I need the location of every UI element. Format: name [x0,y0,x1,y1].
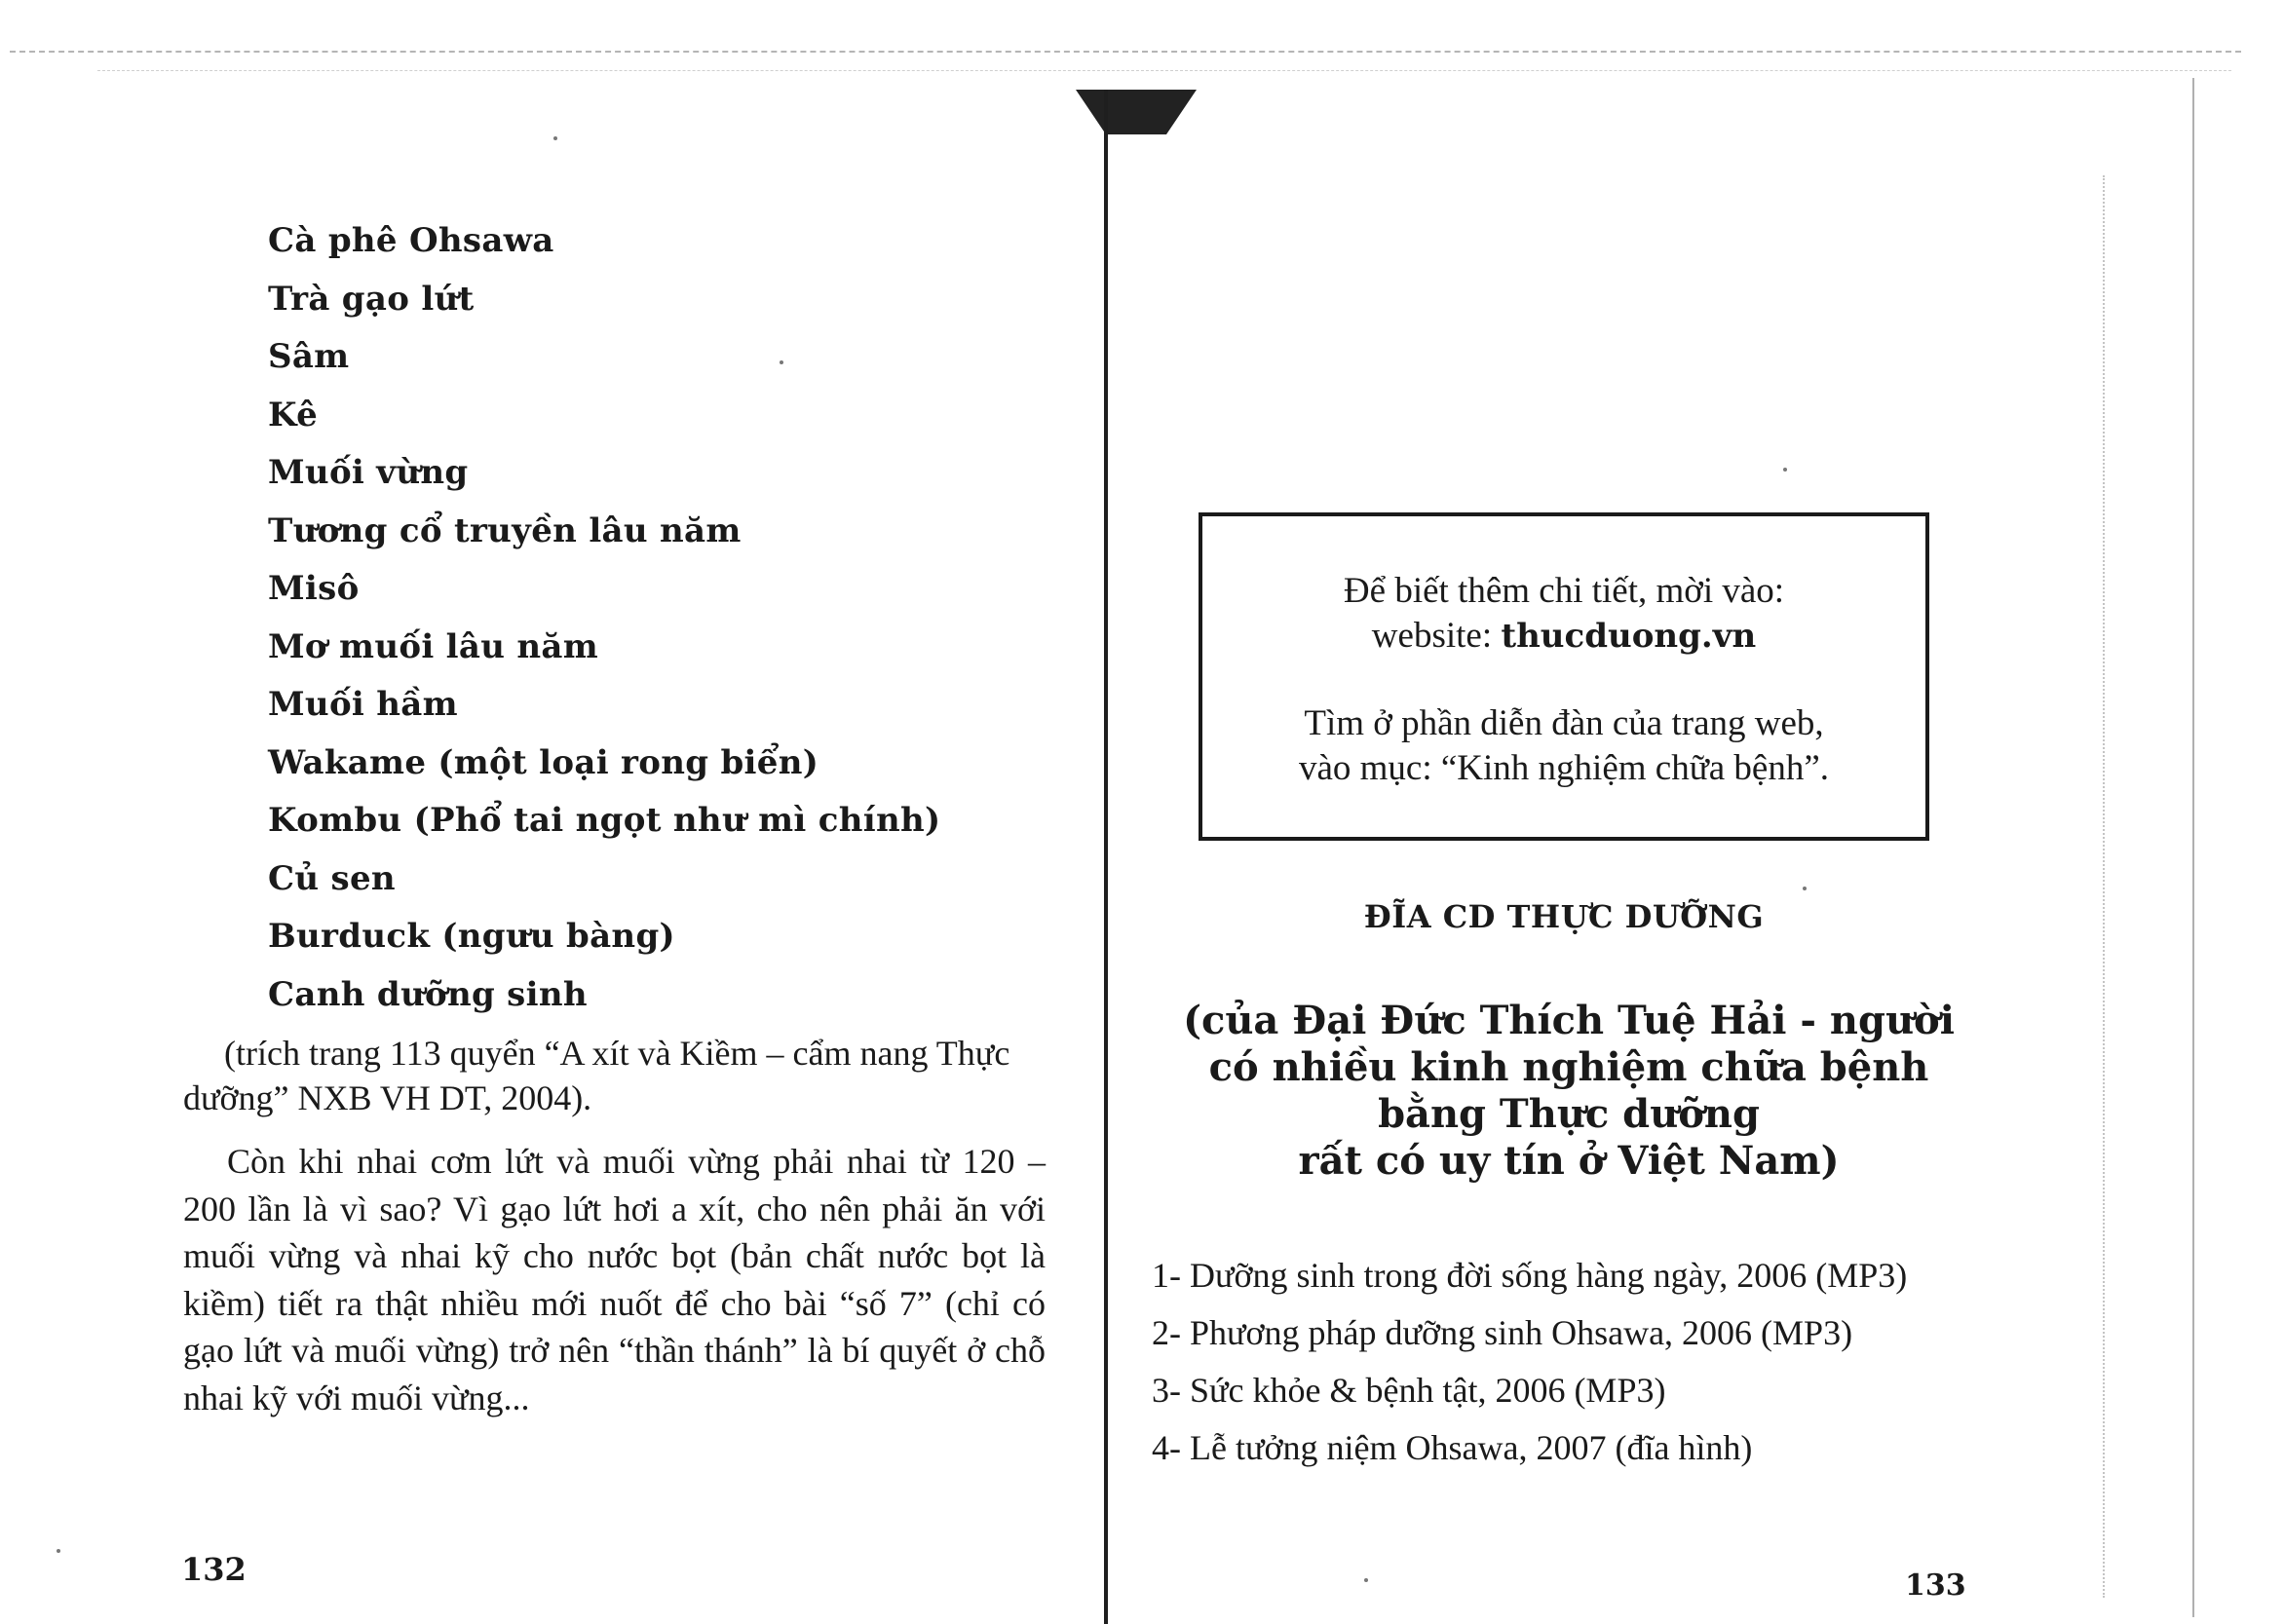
author-line: có nhiều kinh nghiệm chữa bệnh [1208,1044,1929,1090]
food-list-item: Wakame (một loại rong biển) [268,742,819,782]
food-list-item: Kombu (Phổ tai ngọt như mì chính) [268,801,941,840]
info-line: vào mục: “Kinh nghiệm chữa bệnh”. [1298,748,1830,788]
food-list-item: Canh dưỡng sinh [268,974,588,1014]
info-website-prefix: website: [1371,616,1502,656]
cd-heading: ĐĨA CD THỰC DƯỠNG [1363,898,1765,935]
info-line: Để biết thêm chi tiết, mời vào: [1343,571,1785,611]
info-box [1199,512,1929,841]
scan-speck [57,1549,60,1553]
cd-list-item: 1- Dưỡng sinh trong đời sống hàng ngày, 2006 (MP3) [1152,1256,1908,1295]
food-list-item: Cà phê Ohsawa [268,221,554,260]
food-list-item: Muối vừng [268,453,469,492]
page-edge [2192,78,2194,1617]
website-link: thucduong.vn [1501,617,1757,656]
food-list-item: Burduck (ngưu bàng) [268,917,675,956]
info-website-line [1202,614,1925,659]
food-list-item: Kê [268,395,319,434]
food-list-item: Tương cổ truyền lâu năm [268,510,742,550]
scan-speck [1364,1578,1368,1582]
author-line: rất có uy tín ở Việt Nam) [1298,1138,1840,1184]
food-list-item: Sâm [268,337,350,376]
body-paragraph: Còn khi nhai cơm lứt và muối vừng phải nhai từ 120 – 200 lần là vì sao? Vì gạo lứt hơi a xít, cho nên phải ăn với muối vừng và nhai kỹ cho nước bọt (bản chất nước bọt là kiềm) tiết ra thật nhiều mới nuốt để cho bài “số 7” (chỉ có gạo lứt và muối vừng) trở nên “thần thánh” là bí quyết ở chỗ nhai kỹ với muối vừng... [183,1142,1046,1417]
book-spine [1104,90,1108,1624]
food-list-item: Mơ muối lâu năm [268,626,599,666]
page-number-right: 133 [1905,1568,1966,1603]
info-line: Tìm ở phần diễn đàn của trang web, [1304,703,1824,743]
scan-speck [553,136,557,140]
cd-list-item: 4- Lễ tưởng niệm Ohsawa, 2007 (đĩa hình) [1152,1428,1753,1467]
scan-speck [780,360,783,364]
food-list-item: Củ sen [268,858,396,898]
food-list-item: Muối hầm [268,685,458,724]
scan-speck [1783,468,1787,472]
cd-list-item: 2- Phương pháp dưỡng sinh Ohsawa, 2006 (MP3) [1152,1313,1853,1352]
food-list-item: Trà gạo lứt [268,279,475,319]
author-line: (của Đại Đức Thích Tuệ Hải - người [1183,998,1955,1043]
food-list [268,212,940,1024]
left-page [0,0,1101,1611]
cd-list [1152,1247,1907,1477]
page-number-left: 132 [181,1551,247,1588]
source-citation: (trích trang 113 quyển “A xít và Kiềm – cẩm nang Thực dưỡng” NXB VH DT, 2004). [183,1034,1010,1117]
page-edge-dotted [2103,175,2105,1598]
author-line: bằng Thực dưỡng [1378,1091,1760,1137]
author-block [1150,998,1988,1185]
food-list-item: Misô [268,569,360,608]
scan-speck [1803,887,1807,890]
cd-list-item: 3- Sức khỏe & bệnh tật, 2006 (MP3) [1152,1371,1666,1410]
